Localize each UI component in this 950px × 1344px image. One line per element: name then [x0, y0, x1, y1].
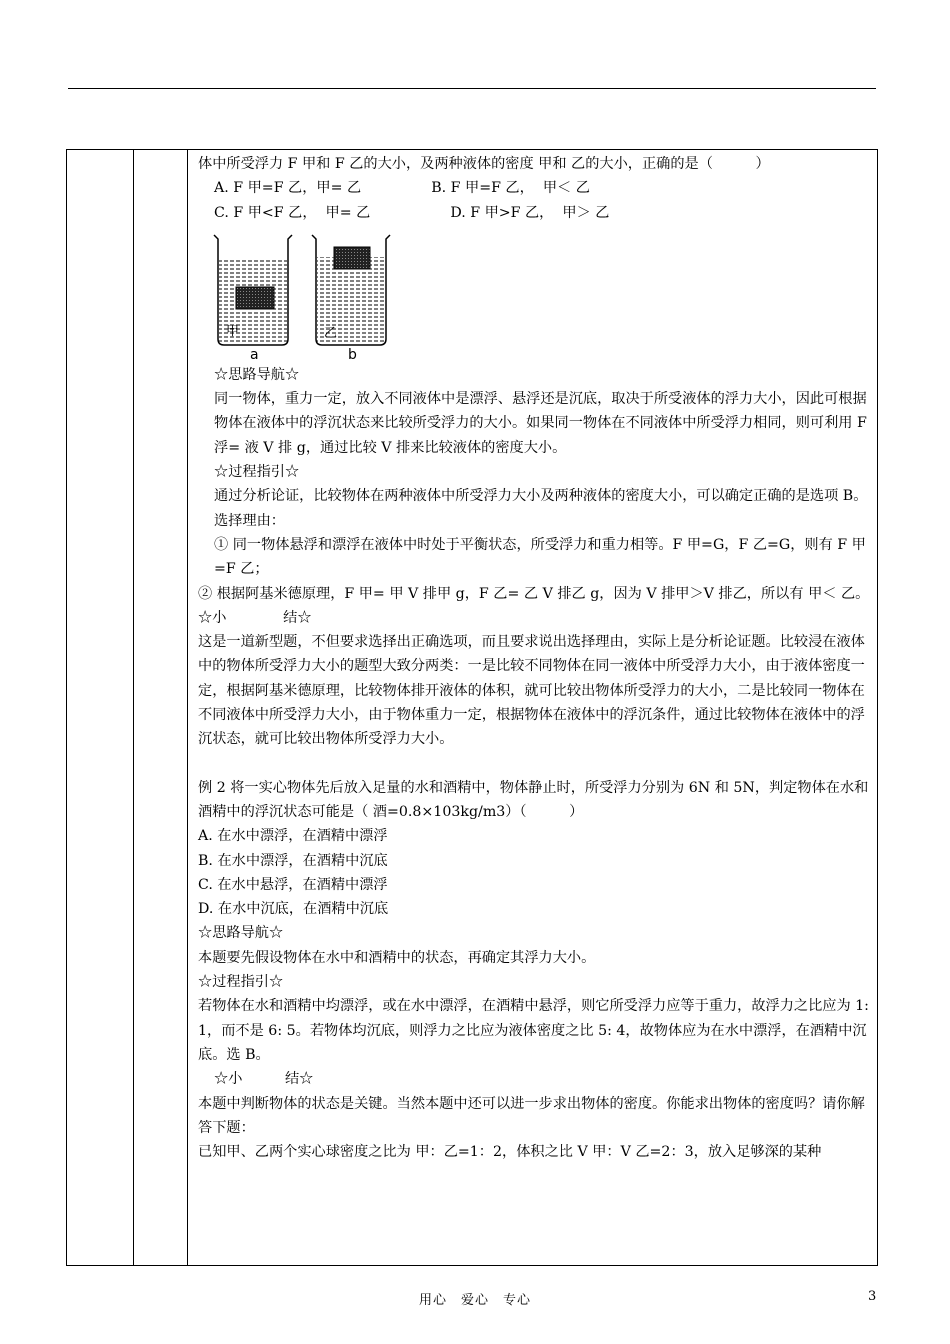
example2-stem: 例 2 将一实心物体先后放入足量的水和酒精中，物体静止时，所受浮力分别为 6N 和 5N，判定物体在水和酒精中的浮沉状态可能是（ 酒=0.8×103kg/m3）（ ） — [198, 779, 869, 820]
option-d: D. F 甲>F 乙， 甲＞ 乙 — [450, 204, 610, 221]
example2-summary-text: 本题中判断物体的状态是关键。当然本题中还可以进一步求出物体的密度。你能求出物体的密度吗？请你解答下题： — [198, 1095, 865, 1136]
example1-stem: 体中所受浮力 F 甲和 F 乙的大小，及两种液体的密度 甲和 乙的大小，正确的是（ ） — [198, 156, 770, 172]
example2-process-title: ☆过程指引☆ — [198, 974, 284, 991]
example2-summary-title: ☆小 结☆ — [214, 1071, 314, 1088]
lesson-content — [198, 152, 874, 1164]
example1-reason-2: ② 根据阿基米德原理，F 甲= 甲 V 排甲 g，F 乙= 乙 V 排乙 g，因为 V 排甲＞V 排乙，所以有 甲＜ 乙。 — [198, 585, 870, 602]
column-divider-2 — [187, 150, 188, 1265]
example2-option-d: D. 在水中沉底，在酒精中沉底 — [198, 901, 389, 918]
liquid-label-jia: 甲 — [226, 323, 240, 339]
beakers-diagram — [206, 227, 416, 363]
example1-options-row2 — [198, 201, 874, 225]
figure-label-b: b — [348, 346, 357, 363]
example2-thinking-title: ☆思路导航☆ — [198, 925, 284, 942]
page-number: 3 — [868, 1289, 877, 1304]
liquid-label-yi: 乙 — [324, 325, 338, 341]
header-rule — [68, 88, 876, 89]
footer-slogan: 用心 爱心 专心 — [418, 1293, 531, 1308]
example1-thinking-text: 同一物体，重力一定，放入不同液体中是漂浮、悬浮还是沉底，取决于所受液体的浮力大小，因此可根据物体在液体中的浮沉状态来比较所受浮力的大小。如果同一物体在不同液体中所受浮力相同，则可利用 F 浮= 液 V 排 g，通过比较 V 排来比较液体的密度大小。 — [214, 391, 867, 456]
example1-options-row1 — [198, 176, 874, 200]
example1-process-text: 通过分析论证，比较物体在两种液体中所受浮力大小及两种液体的密度大小，可以确定正确的是选项 B。 — [214, 488, 868, 505]
object-b — [334, 247, 370, 269]
figure-label-a: a — [250, 346, 259, 363]
example1-thinking-title: ☆思路导航☆ — [214, 366, 300, 383]
example2-thinking-text: 本题要先假设物体在水中和酒精中的状态，再确定其浮力大小。 — [198, 949, 596, 966]
example2-option-b: B. 在水中漂浮，在酒精中沉底 — [198, 852, 388, 869]
column-divider-1 — [133, 150, 134, 1265]
option-a: A. F 甲=F 乙，甲= 乙 — [214, 180, 362, 197]
example1-process-title: ☆过程指引☆ — [214, 464, 300, 481]
object-a — [236, 287, 274, 309]
option-c: C. F 甲<F 乙， 甲= 乙 — [214, 204, 371, 221]
example1-summary-text: 这是一道新型题，不但要求选择出正确选项，而且要求说出选择理由，实际上是分析论证题。比较浸在液体中的物体所受浮力大小的题型大致分两类：一是比较不同物体在同一液体中所受浮力大小，由于液体密度一定，根据阿基米德原理，比较物体排开液体的体积，就可比较出物体所受浮力的大小，二是比较同一物体在不同液体中所受浮力大小，由于物体重力一定，根据物体在液体中的浮沉条件，通过比较物体在液体中的浮沉状态，就可比较出物体所受浮力大小。 — [198, 634, 865, 748]
option-b: B. F 甲=F 乙， 甲＜ 乙 — [431, 180, 590, 197]
example1-summary-title: ☆小 结☆ — [198, 609, 312, 626]
example1-reason-title: 选择理由： — [214, 512, 285, 529]
beaker-figure — [206, 227, 874, 363]
example1-reason-1: ① 同一物体悬浮和漂浮在液体中时处于平衡状态，所受浮力和重力相等。F 甲=G，F 乙=G，则有 F 甲=F 乙； — [214, 536, 866, 578]
example2-option-c: C. 在水中悬浮，在酒精中漂浮 — [198, 876, 388, 893]
example2-process-text: 若物体在水和酒精中均漂浮，或在水中漂浮，在酒精中悬浮，则它所受浮力应等于重力，故浮力之比应为 1: 1，而不是 6: 5。若物体均沉底，则浮力之比应为液体密度之比 5: 4，故物体应为在水中漂浮，在酒精中沉底。选 B。 — [198, 998, 869, 1063]
example2-option-a: A. 在水中漂浮，在酒精中漂浮 — [198, 828, 388, 845]
example2-followup: 已知甲、乙两个实心球密度之比为 甲：乙=1：2，体积之比 V 甲：V 乙=2：3，放入足够深的某种 — [198, 1144, 822, 1161]
